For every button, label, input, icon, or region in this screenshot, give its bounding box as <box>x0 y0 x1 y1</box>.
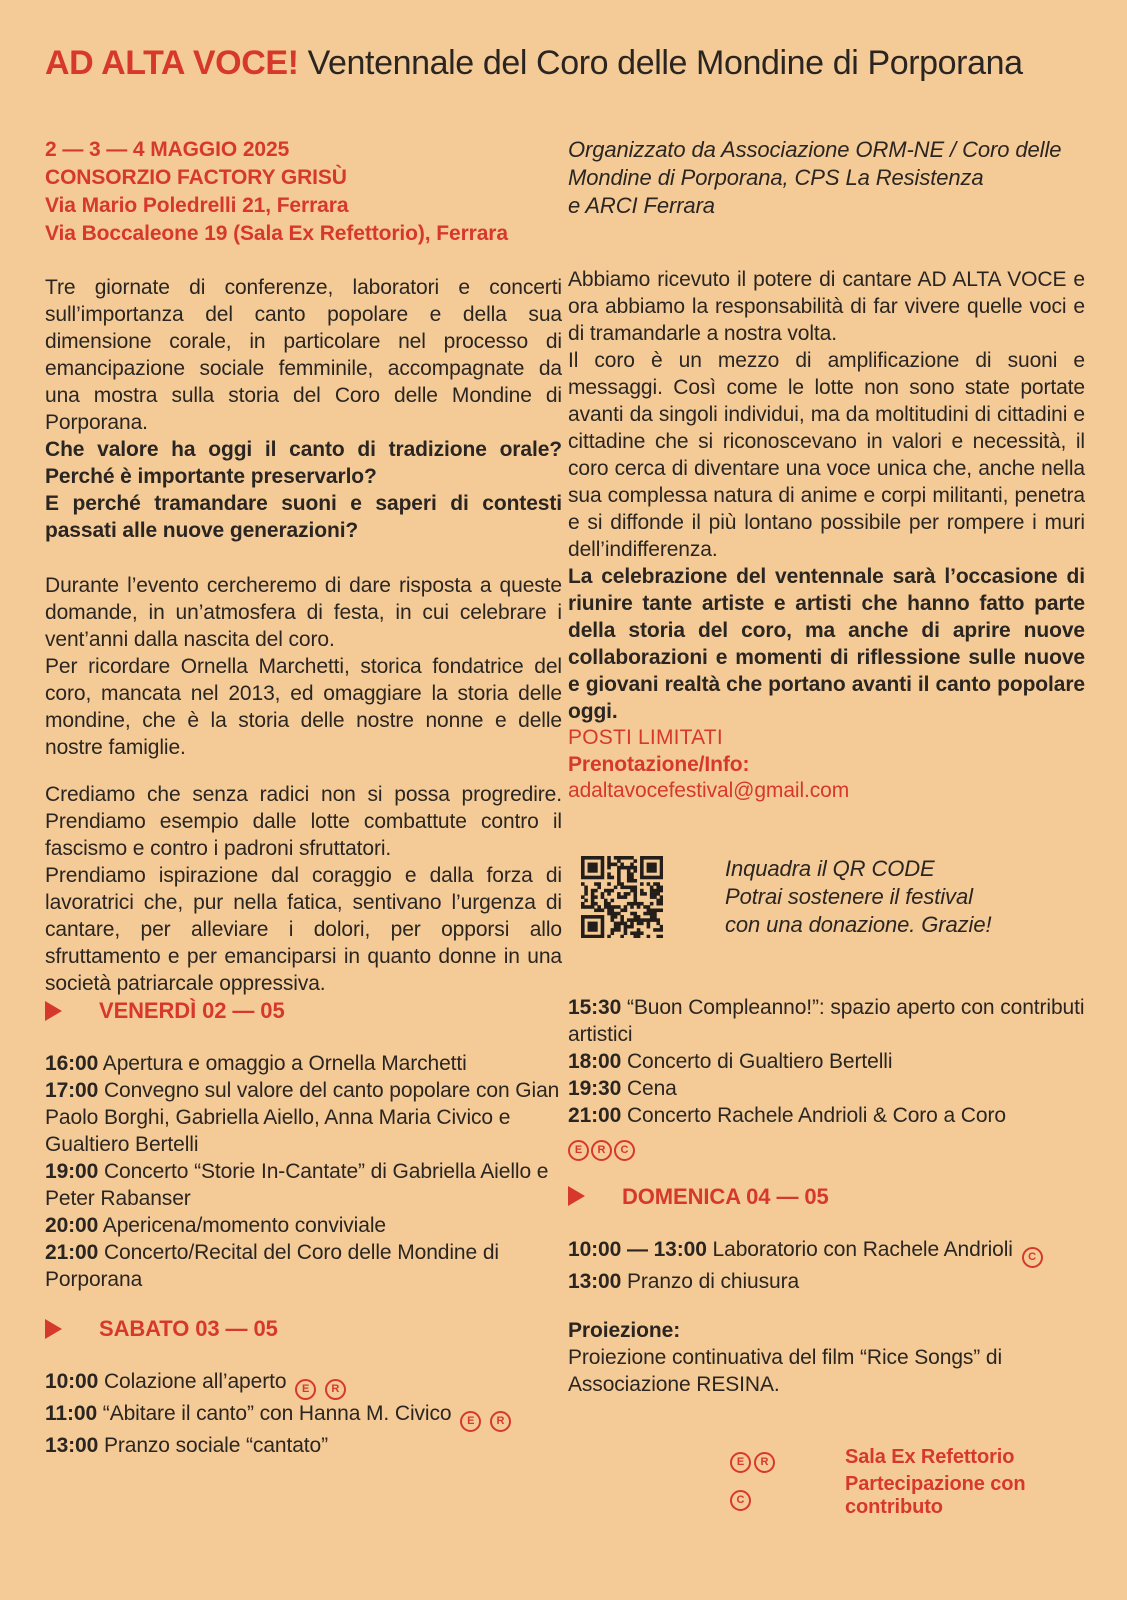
badge-r-icon: R <box>490 1411 511 1432</box>
schedule-venerdi <box>45 1050 562 1293</box>
text-line: Inquadra il QR CODE <box>725 855 935 881</box>
intro-paragraph: Tre giornate di conferenze, laboratori e concerti sull’importanza del canto popolare e della sua dimensione corale, in particolare nel processo di emancipazione sociale femminile, accompagnate da una mostra sulla storia del Coro delle Mondine di Porporana. <box>45 276 562 434</box>
event-info-block <box>45 136 562 248</box>
paragraph: Durante l’evento cercheremo di dare risposta a queste domande, in un’atmosfera di festa, in cui celebrare i vent’anni dalla nascita del coro. <box>45 574 562 651</box>
schedule-sabato-continued <box>568 994 1085 1161</box>
paragraph: E perché tramandare suoni e saperi di contesti passati alle nuove generazioni? <box>45 492 562 542</box>
schedule-time: 15:30 <box>568 995 622 1019</box>
schedule-item: 10:00 — 13:00 Laboratorio con Rachele Andrioli C <box>568 1236 1085 1268</box>
qr-section <box>581 855 1072 939</box>
text-line: Organizzato da Associazione ORM-NE / Coro delle <box>568 137 1062 162</box>
legend-row <box>730 1473 1085 1519</box>
title-rest: Ventennale del Coro delle Mondine di Porporana <box>307 44 1023 82</box>
schedule-domenica <box>568 1236 1085 1295</box>
legend-block <box>730 1443 1085 1519</box>
section-label: VENERDÌ 02 — 05 <box>99 998 285 1023</box>
legend-label: Sala Ex Refettorio <box>845 1446 1015 1468</box>
schedule-item: 13:00 Pranzo sociale “cantato” <box>45 1434 329 1457</box>
left-column <box>45 136 562 1481</box>
page-title <box>45 44 1023 83</box>
badge-e-icon: E <box>568 1140 589 1161</box>
schedule-item: 13:00 Pranzo di chiusura <box>568 1269 800 1293</box>
schedule-time: 13:00 <box>568 1269 622 1293</box>
legend-badges <box>730 1481 845 1511</box>
schedule-time: 20:00 <box>45 1214 99 1237</box>
schedule-item: 17:00 Convegno sul valore del canto popolare con Gian Paolo Borghi, Gabriella Aiello, Anna Maria Civico e Gualtiero Bertelli <box>45 1079 560 1156</box>
crediamo-paragraph: Crediamo che senza radici non si possa progredire. Prendiamo esempio dalle lotte combattute contro il fascismo e contro i padroni sfruttatori. <box>45 783 562 860</box>
schedule-item: 19:30 Cena <box>568 1076 677 1100</box>
contact-block <box>568 725 1085 805</box>
contact-email[interactable]: adaltavocefestival@gmail.com <box>568 779 850 802</box>
schedule-item: 15:30 “Buon Compleanno!”: spazio aperto con contributi artistici <box>568 995 1085 1046</box>
celebrazione-paragraph: La celebrazione del ventennale sarà l’occasione di riunire tante artiste e artisti che hanno fatto parte della storia del coro, ma anche di aprire nuove collaborazioni e momenti di riflessione sulle nuove e giovani realtà che portano avanti il canto popolare oggi. <box>568 565 1085 723</box>
schedule-item: 10:00 Colazione all’aperto E R <box>45 1368 562 1400</box>
questions-paragraph <box>45 436 562 544</box>
badge-row <box>568 1129 1085 1161</box>
legend-badges <box>730 1443 845 1473</box>
badge-c-icon: C <box>1022 1247 1043 1268</box>
badge-r-icon: R <box>754 1452 775 1473</box>
schedule-item: 21:00 Concerto/Recital del Coro delle Mondine di Porporana <box>45 1241 499 1291</box>
schedule-item: 20:00 Apericena/momento conviviale <box>45 1214 386 1237</box>
schedule-item: 18:00 Concerto di Gualtiero Bertelli <box>568 1049 893 1073</box>
paragraph: Che valore ha oggi il canto di tradizione orale? Perché è importante preservarlo? <box>45 438 562 488</box>
schedule-time: 21:00 <box>568 1103 622 1127</box>
organizer-block <box>568 136 1085 220</box>
play-triangle-icon <box>568 1186 585 1206</box>
text-line: Mondine di Porporana, CPS La Resistenza <box>568 165 984 190</box>
screening-block <box>568 1317 1085 1398</box>
legend-row <box>730 1443 1085 1473</box>
text-line: CONSORZIO FACTORY GRISÙ <box>45 166 347 189</box>
text-line: e ARCI Ferrara <box>568 193 715 218</box>
il-coro-paragraph: Il coro è un mezzo di amplificazione di suoni e messaggi. Così come le lotte non sono state portate avanti da singoli individui, ma da moltitudini di cittadini e cittadine che si riconoscevano in valori e necessità, il coro cerca di diventare una voce unica che, anche nella sua complessa natura di anime e corpi militanti, penetra e si diffonde il più lontano possibile per rompere i muri dell’indifferenza. <box>568 349 1085 561</box>
legend-label: Partecipazione con contributo <box>845 1472 1026 1518</box>
durante-paragraph <box>45 572 562 761</box>
qr-code-icon <box>581 856 663 938</box>
badge-e-icon: E <box>295 1379 316 1400</box>
booking-label: Prenotazione/Info: <box>568 752 750 776</box>
limited-seats-label: POSTI LIMITATI <box>568 726 723 749</box>
section-label: DOMENICA 04 — 05 <box>622 1183 829 1209</box>
screening-text: Proiezione continuativa del film “Rice Songs” di Associazione RESINA. <box>568 1345 1003 1396</box>
abbiamo-paragraph: Abbiamo ricevuto il potere di cantare AD ALTA VOCE e ora abbiamo la responsabilità di far vivere quelle voci e di tramandarle a nostra volta. <box>568 268 1085 345</box>
schedule-item: 21:00 Concerto Rachele Andrioli & Coro a Coro <box>568 1103 1006 1127</box>
badge-e-icon: E <box>730 1452 751 1473</box>
schedule-item: 11:00 “Abitare il canto” con Hanna M. Civico E R <box>45 1400 562 1432</box>
qr-caption <box>725 855 991 939</box>
section-header-sabato <box>45 1315 562 1342</box>
play-triangle-icon <box>45 1319 62 1339</box>
schedule-time: 10:00 <box>45 1370 99 1393</box>
schedule-time: 11:00 <box>45 1402 98 1425</box>
section-header-domenica <box>568 1183 1085 1210</box>
schedule-time: 19:00 <box>45 1160 99 1183</box>
badge-c-icon: C <box>730 1490 751 1511</box>
text-line: Potrai sostenere il festival <box>725 883 973 909</box>
screening-title: Proiezione: <box>568 1318 681 1342</box>
schedule-item: 16:00 Apertura e omaggio a Ornella Marchetti <box>45 1052 467 1075</box>
text-line: Via Boccaleone 19 (Sala Ex Refettorio), Ferrara <box>45 222 508 245</box>
text-line: Via Mario Poledrelli 21, Ferrara <box>45 194 349 217</box>
section-label: SABATO 03 — 05 <box>99 1316 278 1341</box>
title-accent: AD ALTA VOCE! <box>45 44 299 82</box>
badge-e-icon: E <box>460 1411 481 1432</box>
right-column <box>568 136 1085 1519</box>
text-line: 2 — 3 — 4 MAGGIO 2025 <box>45 138 290 161</box>
schedule-time: 13:00 <box>45 1434 99 1457</box>
schedule-time: 10:00 — 13:00 <box>568 1237 707 1261</box>
section-header-venerdi <box>45 997 562 1024</box>
badge-r-icon: R <box>325 1379 346 1400</box>
badge-r-icon: R <box>591 1140 612 1161</box>
schedule-time: 21:00 <box>45 1241 99 1264</box>
schedule-time: 18:00 <box>568 1049 622 1073</box>
badge-c-icon: C <box>614 1140 635 1161</box>
text-line: con una donazione. Grazie! <box>725 911 992 937</box>
schedule-sabato <box>45 1368 562 1459</box>
paragraph: Per ricordare Ornella Marchetti, storica fondatrice del coro, mancata nel 2013, ed omaggiare la storia delle mondine, che è la storia delle nostre nonne e delle nostre famiglie. <box>45 655 562 759</box>
schedule-item: 19:00 Concerto “Storie In-Cantate” di Gabriella Aiello e Peter Rabanser <box>45 1160 549 1210</box>
schedule-time: 19:30 <box>568 1076 622 1100</box>
schedule-time: 16:00 <box>45 1052 99 1075</box>
prendiamo-paragraph: Prendiamo ispirazione dal coraggio e dalla forza di lavoratrici che, pur nella fatica, sentivano l’urgenza di cantare, per alleviare i dolori, per opporsi allo sfruttamento e per emanciparsi in quanto donne in una società patriarcale oppressiva. <box>45 864 562 995</box>
schedule-time: 17:00 <box>45 1079 99 1102</box>
play-triangle-icon <box>45 1001 62 1021</box>
